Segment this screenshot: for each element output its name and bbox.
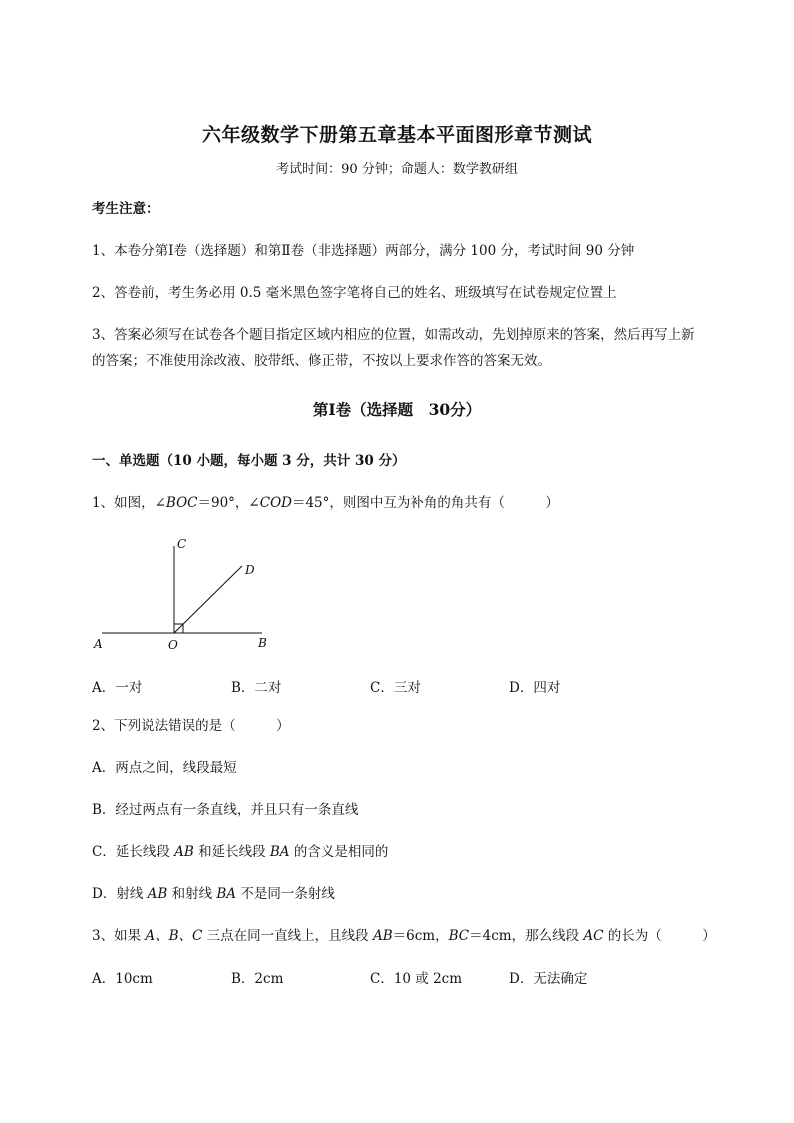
q2-option-b: B．经过两点有一条直线，并且只有一条直线 <box>92 802 359 818</box>
q1-angle-cod: ∠COD <box>248 495 292 511</box>
q2-d-mid: 和射线 <box>167 886 217 902</box>
q1-angle-boc: ∠BOC <box>154 495 198 511</box>
q3-option-a: A．10cm <box>92 971 153 987</box>
question-1-stem <box>92 490 752 516</box>
notice-item-3-line-1: 3、答案必须写在试卷各个题目指定区域内相应的位置，如需改动，先划掉原来的答案，然后再写上新 <box>92 327 695 343</box>
question-2-stem: 2、下列说法错误的是（ ） <box>92 718 290 734</box>
label-b: B <box>258 636 267 650</box>
q1-option-c: C．三对 <box>370 680 421 696</box>
q3-mid1: 三点在同一直线上，且线段 <box>202 928 373 944</box>
section-title: 第Ⅰ卷（选择题 30分） <box>312 400 482 419</box>
q3-option-c: C．10 或 2cm <box>370 971 463 987</box>
q1-eq1: ＝90°， <box>197 495 249 511</box>
q3-pre: 3、如果 <box>92 928 146 944</box>
notice-heading: 考生注意： <box>92 201 160 217</box>
q1-option-a: A．一对 <box>92 680 143 696</box>
q1-option-b: B．二对 <box>231 680 282 696</box>
q2-option-c <box>92 839 752 865</box>
label-c: C <box>177 537 187 551</box>
page-title: 六年级数学下册第五章基本平面图形章节测试 <box>201 124 592 146</box>
q2-d-var2: BA <box>216 886 237 902</box>
q3-option-d: D．无法确定 <box>509 971 588 987</box>
q2-d-post: 不是同一条射线 <box>236 886 335 902</box>
exam-info: 考试时间：90 分钟；命题人：数学教研组 <box>276 162 518 177</box>
q3-mid3: ＝4cm，那么线段 <box>469 928 584 944</box>
q3-post: 的长为（ ） <box>603 928 716 944</box>
q1-eq2: ＝45°，则图中互为补角的角共有（ ） <box>291 495 559 511</box>
notice-item-2: 2、答卷前，考生务必用 0.5 毫米黑色签字笔将自己的姓名、班级填写在试卷规定位置上 <box>92 285 617 301</box>
q2-d-var1: AB <box>147 886 168 902</box>
q3-option-b: B．2cm <box>231 971 284 987</box>
ray-od <box>174 566 242 633</box>
part-heading: 一、单选题（10 小题，每小题 3 分，共计 30 分） <box>92 453 406 469</box>
angle-figure <box>90 532 280 657</box>
label-a: A <box>94 637 103 651</box>
q2-c-mid: 和延长线段 <box>193 844 270 860</box>
label-o: O <box>168 638 178 652</box>
q3-ac: AC <box>583 928 604 944</box>
q3-mid2: ＝6cm， <box>392 928 449 944</box>
q2-option-d <box>92 881 752 907</box>
q2-option-a: A．两点之间，线段最短 <box>92 760 237 776</box>
label-d: D <box>245 563 255 577</box>
question-3-stem <box>92 923 752 949</box>
q2-c-pre: C．延长线段 <box>92 844 175 860</box>
notice-item-1: 1、本卷分第Ⅰ卷（选择题）和第Ⅱ卷（非选择题）两部分，满分 100 分，考试时间 90 分钟 <box>92 243 635 259</box>
q2-d-pre: D．射线 <box>92 886 148 902</box>
q3-bc: BC <box>448 928 470 944</box>
q2-c-post: 的含义是相同的 <box>289 844 389 860</box>
q3-points: A、B、C <box>145 928 203 944</box>
q2-c-var1: AB <box>174 844 194 860</box>
q1-prefix: 1、如图， <box>92 495 155 511</box>
q2-c-var2: BA <box>269 844 290 860</box>
q3-ab: AB <box>372 928 393 944</box>
q1-option-d: D．四对 <box>509 680 561 696</box>
notice-item-3-line-2: 的答案；不准使用涂改液、胶带纸、修正带，不按以上要求作答的答案无效。 <box>92 353 551 369</box>
